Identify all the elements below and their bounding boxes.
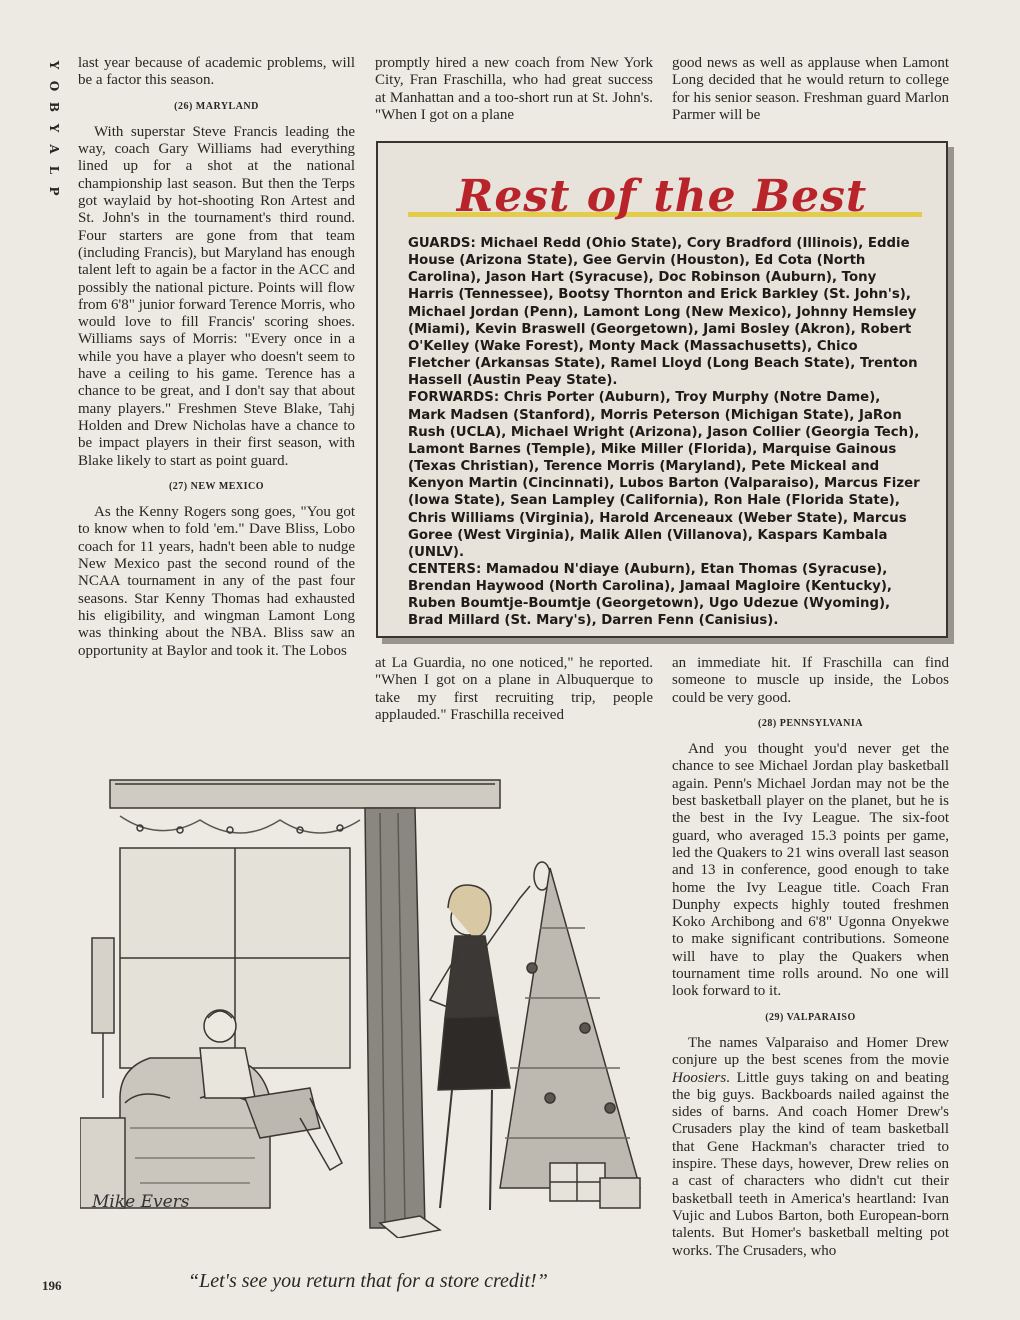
rest-of-the-best-sidebar: [376, 141, 948, 638]
movie-title: Hoosiers: [672, 1069, 727, 1086]
section-heading-maryland: (26) MARYLAND: [174, 100, 259, 112]
column-1: [78, 55, 355, 660]
magazine-name-vertical: [34, 58, 74, 205]
cartoon-caption: “Let's see you return that for a store credit!”: [188, 1270, 548, 1292]
forwards-label: FORWARDS:: [408, 390, 500, 406]
column-3-bottom: [672, 655, 949, 1260]
forwards-names: Chris Porter (Auburn), Troy Murphy (Notre Dame), Mark Madsen (Stanford), Morris Peterson (Michigan State), JaRon Rush (UCLA), Michael Wright (Arizona), Jason Collier (Georgia Tech), Lamont Barnes (Temple), Mike Miller (Florida), Marquise Gainous (Texas Christian), Terence Morris (Maryland), Pete Mickeal and Kenyon Martin (Cincinnati), Lubos Barton (Valparaiso), Marcus Fizer (Iowa State), Sean Lampley (California), Ron Hale (Florida State), Chris Williams (Virginia), Harold Arceneaux (Weber State), Marcus Goree (West Virginia), Malik Allen (Villanova), Kaspars Kambala (UNLV).: [408, 390, 920, 560]
mag-letter: O: [47, 80, 61, 92]
centers-label: CENTERS:: [408, 561, 482, 577]
column-2-top: [375, 55, 653, 124]
guards-label: GUARDS:: [408, 236, 476, 251]
mag-letter: B: [47, 101, 61, 113]
paragraph-valparaiso: [672, 1035, 949, 1260]
section-heading-valparaiso: (29) VALPARAISO: [765, 1011, 856, 1023]
column-3-top: [672, 55, 949, 124]
mag-letter: L: [47, 165, 61, 175]
col1-intro: last year because of academic problems, will be a factor this season.: [78, 55, 355, 89]
mag-letter: A: [47, 144, 61, 154]
valpo-text-1: The names Valparaiso and Homer Drew conjure up the best scenes from the movie: [672, 1034, 949, 1069]
mag-letter: P: [47, 186, 61, 196]
centers-names: Mamadou N'diaye (Auburn), Etan Thomas (Syracuse), Brendan Haywood (North Carolina), Jamaal Magloire (Kentucky), Ruben Boumtje-Boumtje (Georgetown), Ugo Udezue (Wyoming), Brad Millard (St. Mary's), Darren Fenn (Canisius).: [408, 561, 892, 629]
sidebar-title: Rest of the Best: [456, 171, 868, 222]
paragraph-col2-bottom: at La Guardia, no one noticed," he reported. "When I got on a plane in Albuquerque to take my first recruiting trip, people applauded." Fraschilla received: [375, 655, 653, 723]
section-heading-pennsylvania: (28) PENNSYLVANIA: [758, 717, 863, 729]
paragraph-col3-intro: an immediate hit. If Fraschilla can find someone to muscle up inside, the Lobos could be very good.: [672, 655, 949, 706]
page-number: 196: [42, 1278, 62, 1293]
section-heading-new-mexico: (27) NEW MEXICO: [168, 480, 265, 492]
paragraph-maryland: With superstar Steve Francis leading the way, coach Gary Williams had everything lined up for a shot at the national championship last season. But then the Terps got waylaid by hot-shooting Ron Artest and St. John's in the tournament's third round. Four starters are gone from that team (including Francis), but Maryland has enough talent left to again be a factor in the ACC and possibly the national picture. Points will flow from 6'8" junior forward Terence Morris, who would love to fill Francis' scoring shoes. Williams says of Morris: "Every once in a while you have a player who doesn't seem to have a ceiling to his game. Terence has a chance to be great, and I don't say that about many players." Freshmen Steve Blake, Tahj Holden and Drew Nicholas have a chance to be impact players in their first season, with Blake likely to start as point guard.: [78, 123, 355, 469]
paragraph-pennsylvania: And you thought you'd never get the chance to see Michael Jordan play basketball again. Penn's Michael Jordan may not be the best basketball player on the planet, but he is the best in the Ivy League. The six-foot guard, who averaged 15.3 points per game, led the Quakers to 21 wins overall last season and 13 in conference, good enough to take home the Ivy League title. Coach Fran Dunphy expects highly touted freshmen Koko Archibong and 6'8" Ugonna Onyekwe to make significant contributions. Someone will have to play the Quakers when tournament time rolls around. No one will look forward to it.: [672, 741, 949, 1000]
sidebar-body: [408, 235, 922, 630]
paragraph-col3-top: good news as well as applause when Lamont Long decided that he would return to college for his senior season. Freshman guard Marlon Parmer will be: [672, 55, 949, 123]
centers-list: [408, 561, 922, 630]
guards-names: Michael Redd (Ohio State), Cory Bradford (Illinois), Eddie House (Arizona State), Gee Gervin (Houston), Ed Cota (North Carolina), Jason Hart (Syracuse), Doc Robinson (Auburn), Tony Harris (Tennessee), Bootsy Thornton and Erick Barkley (St. John's), Michael Jordan (Penn), Lamont Long (New Mexico), Johnny Hemsley (Miami), Kevin Braswell (Georgetown), Jami Bosley (Akron), Robert O'Kelley (Wake Forest), Monty Mack (Massachusetts), Chico Fletcher (Arkansas State), Ramel Lloyd (Long Beach State), Trenton Hassell (Austin Peay State).: [408, 236, 918, 389]
forwards-list: [408, 389, 922, 561]
paragraph-new-mexico: As the Kenny Rogers song goes, "You got to know when to fold 'em." Dave Bliss, Lobo coach for 11 years, hadn't been able to nudge New Mexico past the second round of the NCAA tournament in any of the past four seasons. Star Kenny Thomas had exhausted his eligibility, and wingman Lamont Long was thinking about the NBA. Bliss saw an opportunity at Baylor and took it. The Lobos: [78, 504, 355, 659]
mag-letter: Y: [47, 123, 61, 133]
guards-list: [408, 235, 922, 389]
paragraph-col2-top: promptly hired a new coach from New York City, Fran Fraschilla, who had great success at Manhattan and a too-short run at St. John's. "When I got on a plane: [375, 55, 653, 123]
cartoon-illustration: [80, 768, 650, 1238]
valpo-text-2: . Little guys taking on and beating the big guys. Backboards nailed against the sides of barns. And coach Homer Drew's Crusaders play the kind of team basketball that Gene Hackman's character tried to inspire. These days, however, Drew relies on a cast of characters who didn't cut their basketball teeth in America's heartland: Ivan Vujic and Lubos Barton, both European-born talents. But Homer's basketball melting pot works. The Crusaders, who: [672, 1069, 949, 1259]
cartoonist-signature: Mike Evers: [92, 1192, 190, 1212]
column-2-bottom: [375, 655, 653, 724]
mag-letter: Y: [47, 60, 61, 70]
